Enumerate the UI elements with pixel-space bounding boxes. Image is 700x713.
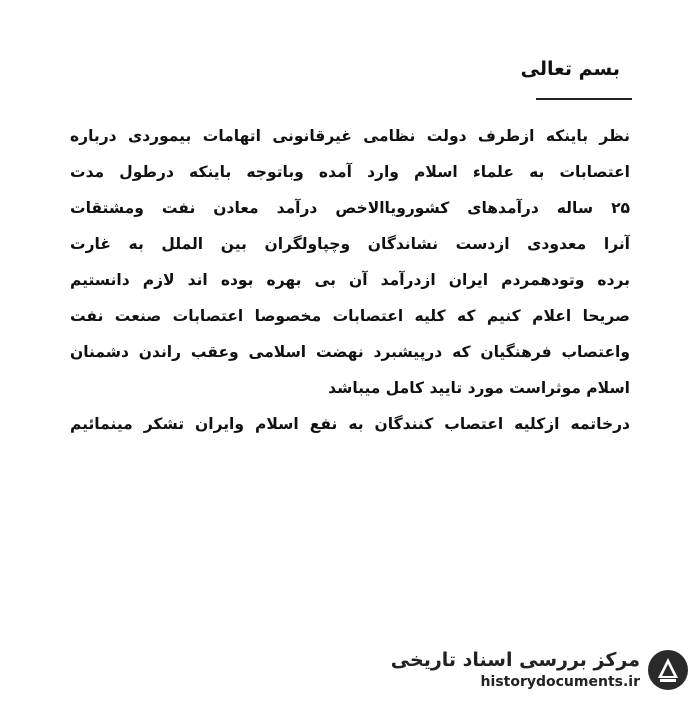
body-line: واعتصاب فرهنگیان که درپیشبرد نهضت اسلامی وعقب راندن دشمنان xyxy=(70,343,630,361)
body-line: اعتصابات به علماء اسلام وارد آمده وباتوجه باینکه درطول مدت xyxy=(70,163,630,181)
heading-underline xyxy=(536,98,632,100)
watermark-text xyxy=(391,648,640,692)
document-body xyxy=(70,118,630,442)
watermark-org-name: مرکز بررسی اسناد تاریخی xyxy=(390,649,640,671)
body-line: آنرا معدودی ازدست نشاندگان وچپاولگران بین الملل به غارت xyxy=(70,235,630,253)
body-line: ۲۵ ساله درآمدهای کشورویاالاخص درآمد معادن نفت ومشتقات xyxy=(70,199,630,217)
body-line: برده وتودهمردم ایران ازدرآمد آن بی بهره بوده اند لازم دانستیم xyxy=(70,271,630,289)
body-line: نظر باینکه ازطرف دولت نظامی غیرقانونی اتهامات بیموردی درباره xyxy=(70,127,630,145)
watermark-url: historydocuments.ir xyxy=(480,674,640,690)
body-line: درخاتمه ازکلیه اعتصاب کنندگان به نفع اسلام وایران تشکر مینمائیم xyxy=(70,415,630,433)
body-line: اسلام موثراست مورد تایید کامل میباشد xyxy=(328,379,630,397)
body-line: صریحا اعلام کنیم که کلیه اعتصابات مخصوصا اعتصابات صنعت نفت xyxy=(70,307,630,325)
archive-emblem-icon xyxy=(646,648,690,692)
document-heading: بسم تعالی xyxy=(520,58,620,80)
watermark-logo xyxy=(391,648,690,692)
